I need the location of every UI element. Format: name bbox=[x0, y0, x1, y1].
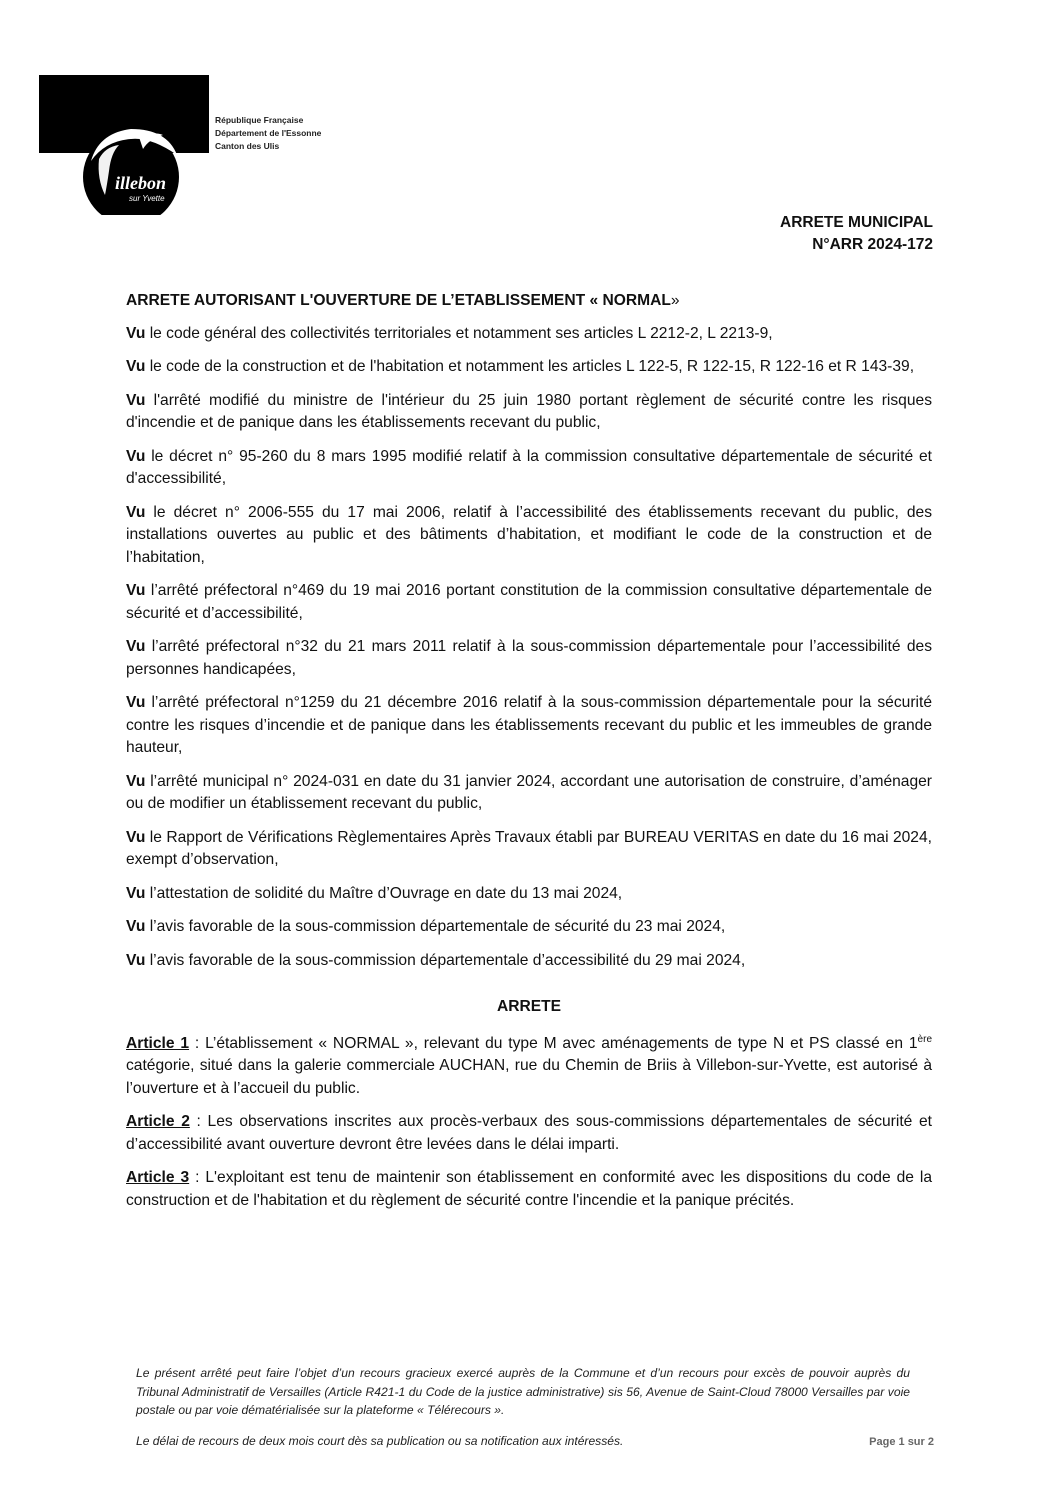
considerant: Vu le code général des collectivités territoriales et notamment ses articles L 2212-2, L 2213-9, bbox=[126, 324, 773, 342]
arrete-number: N°ARR 2024-172 bbox=[812, 236, 933, 253]
considerant: Vu l’avis favorable de la sous-commission départementale d’accessibilité du 29 mai 2024, bbox=[126, 951, 746, 969]
considerant: Vu l’arrêté préfectoral n°1259 du 21 décembre 2016 relatif à la sous-commission départementale pour la sécurité contre les risques d’incendie et de panique dans les établissements recevant du public et les immeubles de grande hauteur, bbox=[126, 694, 932, 756]
arrete-type: ARRETE MUNICIPAL bbox=[780, 214, 933, 231]
article-2: Article 2 : Les observations inscrites aux procès-verbaux des sous-commissions départementales de sécurité et d’accessibilité avant ouverture devront être levées dans le délai imparti. bbox=[126, 1113, 932, 1153]
document-body bbox=[126, 290, 932, 1223]
villebon-logo bbox=[39, 75, 209, 215]
article-1: Article 1 : L’établissement « NORMAL », relevant du type M avec aménagements de type N et PS classé en 1ère catégorie, situé dans la galerie commerciale AUCHAN, rue du Chemin de Briis à Villebon-sur-Yvette, est autorisé à l’ouverture et à l’accueil du public. bbox=[126, 1033, 932, 1097]
republic-header bbox=[215, 114, 321, 153]
recours-notice: Le présent arrêté peut faire l’objet d’un recours gracieux exercé auprès de la Commune et d’un recours pour excès de pouvoir auprès du Tribunal Administratif de Versailles (Article R421-1 du Code de la justice administrative) sis 56, Avenue de Saint-Cloud 78000 Versailles par voie postale ou par voie dématérialisée sur la plateforme « Télérecours ». bbox=[136, 1366, 910, 1417]
considerant: Vu l’arrêté préfectoral n°469 du 19 mai 2016 portant constitution de la commission consultative départementale de sécurité et d’accessibilité, bbox=[126, 582, 932, 622]
arrete-reference bbox=[780, 212, 933, 256]
page-number: Page 1 sur 2 bbox=[869, 1436, 934, 1448]
legal-footer bbox=[136, 1364, 910, 1462]
considerant: Vu le code de la construction et de l'habitation et notamment les articles L 122-5, R 122-15, R 122-16 et R 143-39, bbox=[126, 358, 915, 375]
header-line-canton: Canton des Ulis bbox=[215, 141, 280, 151]
considerant: Vu l’arrêté préfectoral n°32 du 21 mars 2011 relatif à la sous-commission départementale pour l’accessibilité des personnes handicapées, bbox=[126, 638, 932, 678]
decision-heading: ARRETE bbox=[496, 998, 562, 1015]
header-line-republique: République Française bbox=[215, 115, 304, 125]
considerant: Vu l’avis favorable de la sous-commission départementale de sécurité du 23 mai 2024, bbox=[126, 918, 726, 935]
considerant: Vu l’arrêté municipal n° 2024-031 en date du 31 janvier 2024, accordant une autorisation de construire, d’aménager ou de modifier un établissement recevant du public, bbox=[126, 772, 932, 812]
article-3: Article 3 : L'exploitant est tenu de maintenir son établissement en conformité avec les dispositions du code de la construction et de l'habitation et du règlement de sécurité contre l'incendie et la panique précités. bbox=[126, 1169, 932, 1209]
svg-text:illebon: illebon bbox=[115, 173, 167, 193]
document-title: ARRETE AUTORISANT L'OUVERTURE DE L’ETABLISSEMENT « NORMAL» bbox=[126, 292, 680, 309]
header-line-departement: Département de l'Essonne bbox=[215, 128, 322, 138]
considerant: Vu le décret n° 95-260 du 8 mars 1995 modifié relatif à la commission consultative départementale de sécurité et d'accessibilité, bbox=[126, 447, 932, 487]
considerant: Vu le décret n° 2006-555 du 17 mai 2006, relatif à l’accessibilité des établissements recevant du public, des installations ouvertes au public et des bâtiments d’habitation, et modifiant le code de la construction et de l’habitation, bbox=[126, 503, 932, 566]
svg-text:sur Yvette: sur Yvette bbox=[129, 194, 165, 203]
considerant: Vu le Rapport de Vérifications Règlementaires Après Travaux établi par BUREAU VERITAS en date du 16 mai 2024, exempt d’observation, bbox=[126, 828, 932, 868]
considerant: Vu l'arrêté modifié du ministre de l'intérieur du 25 juin 1980 portant règlement de sécurité contre les risques d'incendie et de panique dans les établissements recevant du public, bbox=[126, 391, 932, 431]
considerant: Vu l’attestation de solidité du Maître d’Ouvrage en date du 13 mai 2024, bbox=[126, 884, 623, 902]
delai-notice: Le délai de recours de deux mois court dès sa publication ou sa notification aux intéressés. bbox=[136, 1433, 624, 1448]
